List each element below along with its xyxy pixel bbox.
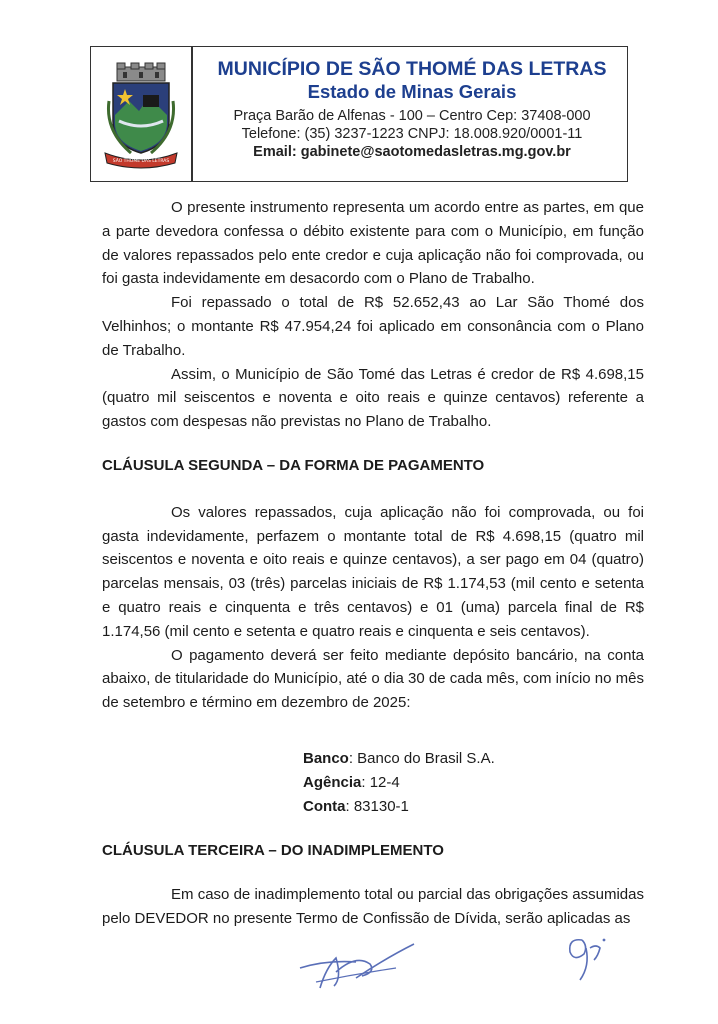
letterhead-text: [197, 57, 627, 162]
intro-paragraph-3: Assim, o Município de São Tomé das Letras é credor de R$ 4.698,15 (quatro mil seiscentos e noventa e oito reais e quinze centavos) referente a gastos com despesas não previstas no Plano de Trabalho.: [102, 365, 644, 431]
account-label: Conta: [303, 797, 346, 815]
intro-paragraph-1: O presente instrumento representa um acordo entre as partes, em que a parte devedora confessa o débito existente para com o Município, em função de valores repassados pelo ente credor e cuja aplicação não foi comprovada, ou foi gasta indevidamente em desacordo com o Plano de Trabalho.: [102, 199, 644, 288]
state-subtitle: Estado de Minas Gerais: [307, 81, 517, 102]
bank-row: [303, 747, 644, 771]
intro-paragraph-2: Foi repassado o total de R$ 52.652,43 ao Lar São Thomé dos Velhinhos; o montante R$ 47.954,24 foi aplicado em consonância com o Plano de Trabalho.: [102, 294, 644, 359]
clause-3-heading: CLÁUSULA TERCEIRA – DO INADIMPLEMENTO: [102, 841, 444, 859]
clause-2-paragraph-2: O pagamento deverá ser feito mediante depósito bancário, na conta abaixo, de titularidade do Município, até o dia 30 de cada mês, com início no mês de setembro e término em dezembro de 2025:: [102, 646, 644, 712]
municipality-title: MUNICÍPIO DE SÃO THOMÉ DAS LETRAS: [217, 58, 607, 80]
signature-right-icon: [560, 926, 620, 986]
account-value: : 83130-1: [345, 797, 409, 815]
clause-2-paragraph-1: Os valores repassados, cuja aplicação não foi comprovada, ou foi gasta indevidamente, perfazem o montante total de R$ 4.698,15 (quatro mil seiscentos e noventa e oito reais e quinze centavos), a ser pago em 04 (quatro) parcelas mensais, 03 (três) parcelas iniciais de R$ 1.174,53 (mil cento e setenta e quatro reais e cinquenta e três centavos) e 01 (uma) parcela final de R$ 1.174,56 (mil cento e setenta e quatro reais e cinquenta e seis centavos).: [102, 503, 644, 640]
document-body: [102, 196, 644, 930]
email-line: Email: gabinete@saotomedasletras.mg.gov.br: [253, 144, 571, 160]
bank-details: [303, 747, 644, 819]
clause-3-paragraph: Em caso de inadimplemento total ou parcial das obrigações assumidas pelo DEVEDOR no presente Termo de Confissão de Dívida, serão aplicadas as: [102, 885, 644, 927]
signature-left-icon: [296, 938, 426, 994]
account-row: [303, 795, 644, 819]
clause-2-heading: CLÁUSULA SEGUNDA – DA FORMA DE PAGAMENTO: [102, 456, 485, 474]
agency-label: Agência: [303, 773, 362, 791]
bank-value: : Banco do Brasil S.A.: [348, 749, 495, 767]
agency-value: : 12-4: [361, 773, 400, 791]
agency-row: [303, 771, 644, 795]
letterhead-divider: [191, 47, 193, 181]
phone-cnpj-line: Telefone: (35) 3237-1223 CNPJ: 18.008.920/0001-11: [241, 126, 583, 142]
svg-text:SÃO THOMÉ DAS LETRAS: SÃO THOMÉ DAS LETRAS: [112, 159, 170, 164]
bank-label: Banco: [303, 749, 349, 767]
municipal-crest-icon: [101, 61, 181, 169]
address-line: Praça Barão de Alfenas - 100 – Centro Cep: 37408-000: [233, 108, 591, 124]
letterhead: [90, 46, 628, 182]
